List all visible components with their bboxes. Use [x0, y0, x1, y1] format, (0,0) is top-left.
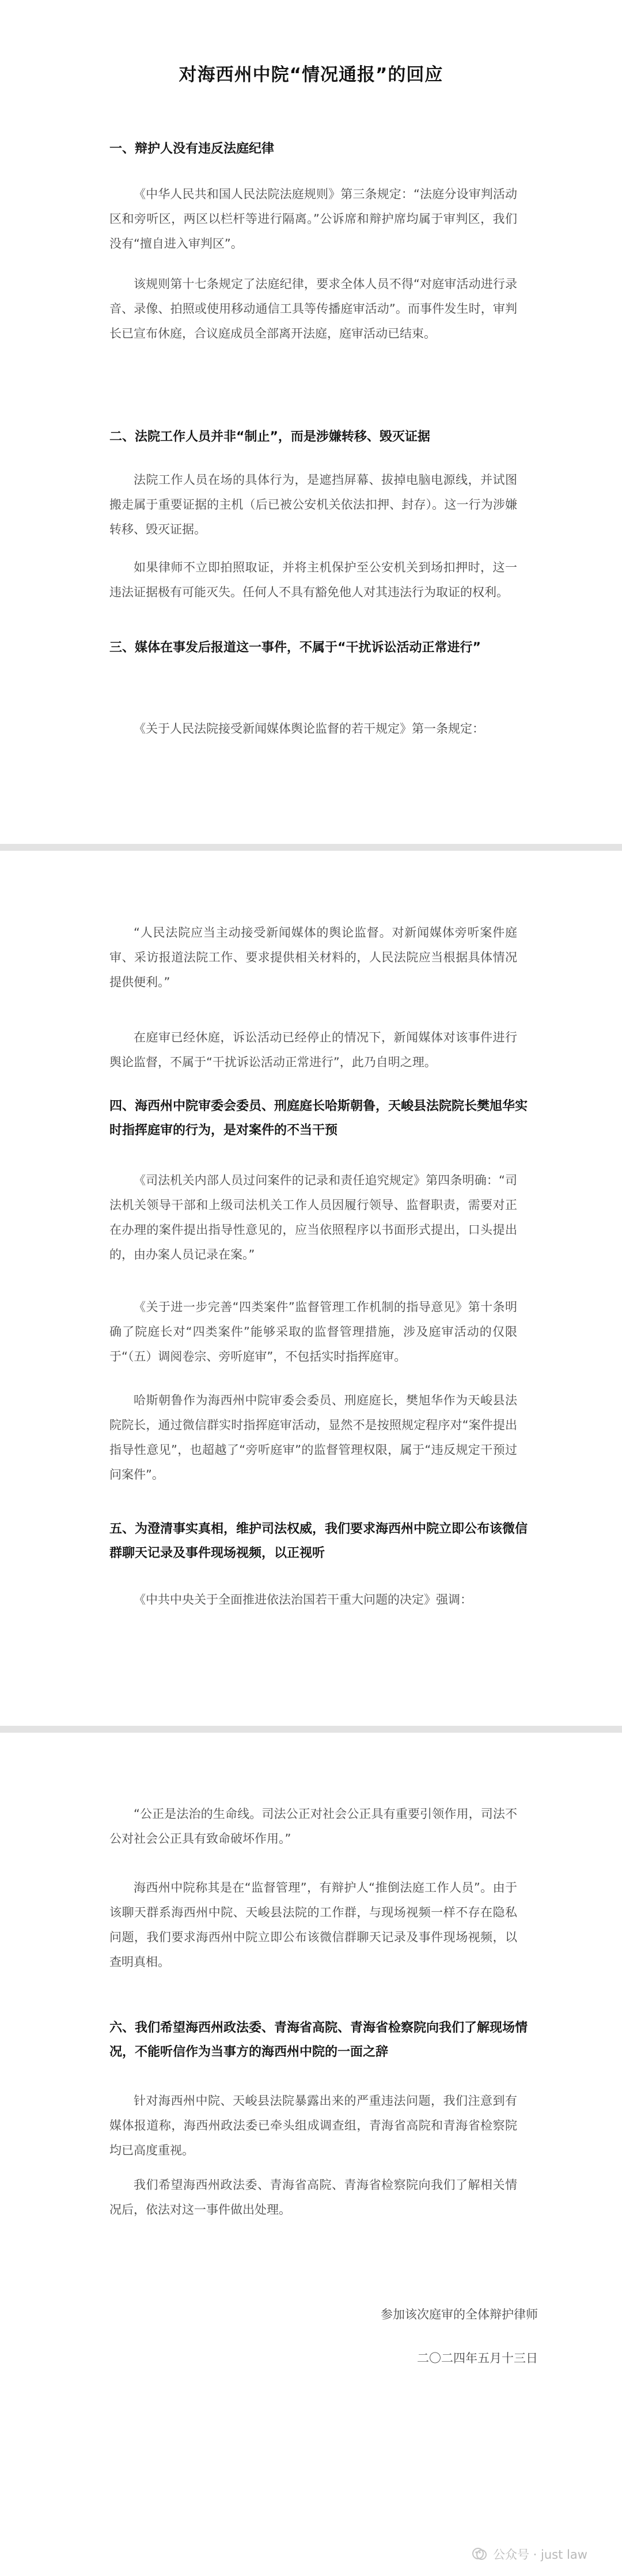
section-3-paragraph-2: “人民法院应当主动接受新闻媒体的舆论监督。对新闻媒体旁听案件庭审、采访报道法院工作、要求提供相关材料的，人民法院应当根据具体情况提供便利。”	[109, 926, 517, 989]
section-4-paragraph-3: 哈斯朝鲁作为海西州中院审委会委员、刑庭庭长，樊旭华作为天峻县法院院长，通过微信群实时指挥庭审活动，显然不是按照规定程序对“案件提出指导性意见”，也超越了“旁听庭审”的监督管理权限，属于“违反规定干预过问案件”。	[109, 1393, 517, 1482]
section-4-paragraph-1: 《司法机关内部人员过问案件的记录和责任追究规定》第四条明确：“司法机关领导干部和上级司法机关工作人员因履行领导、监督职责，需要对正在办理的案件提出指导性意见的，应当依照程序以书面形式提出，口头提出的，由办案人员记录在案。”	[109, 1173, 517, 1262]
section-2-paragraph-2: 如果律师不立即拍照取证，并将主机保护至公安机关到场扣押时，这一违法证据极有可能灭失。任何人不具有豁免他人对其违法行为取证的权利。	[109, 560, 517, 599]
section-6-paragraph-1: 针对海西州中院、天峻县法院暴露出来的严重违法问题，我们注意到有媒体报道称，海西州政法委已牵头组成调查组，青海省高院和青海省检察院均已高度重视。	[109, 2094, 517, 2157]
section-4-paragraph-2: 《关于进一步完善“四类案件”监督管理工作机制的指导意见》第十条明确了院庭长对“四类案件”能够采取的监督管理措施，涉及庭审活动的仅限于“（五）调阅卷宗、旁听庭审”，不包括实时指挥庭审。	[109, 1300, 517, 1363]
section-3-paragraph-3: 在庭审已经休庭，诉讼活动已经停止的情况下，新闻媒体对该事件进行舆论监督，不属于“干扰诉讼活动正常进行”，此乃自明之理。	[109, 1031, 517, 1069]
section-6-heading: 六、我们希望海西州政法委、青海省高院、青海省检察院向我们了解现场情况，不能听信作为当事方的海西州中院的一面之辞	[109, 2021, 528, 2059]
watermark	[471, 2545, 587, 2563]
section-5-paragraph-3: 海西州中院称其是在“监督管理”，有辩护人“推倒法庭工作人员”。由于该聊天群系海西州中院、天峻县法院的工作群，与现场视频一样不存在隐私问题，我们要求海西州中院立即公布该微信群聊天记录及事件现场视频，以查明真相。	[109, 1881, 517, 1969]
signature-signer: 参加该次庭审的全体辩护律师	[381, 2308, 538, 2321]
watermark-text: 公众号 · just law	[493, 2548, 587, 2562]
wechat-official-account-icon	[471, 2545, 488, 2563]
section-4-heading: 四、海西州中院审委会委员、刑庭庭长哈斯朝鲁，天峻县法院院长樊旭华实时指挥庭审的行为，是对案件的不当干预	[109, 1099, 528, 1138]
section-3-paragraph-1: 《关于人民法院接受新闻媒体舆论监督的若干规定》第一条规定：	[134, 722, 484, 736]
section-5-heading: 五、为澄清事实真相，维护司法权威，我们要求海西州中院立即公布该微信群聊天记录及事件现场视频，以正视听	[109, 1522, 528, 1560]
section-5-paragraph-1: 《中共中央关于全面推进依法治国若干重大问题的决定》强调：	[134, 1593, 472, 1607]
section-2-paragraph-1: 法院工作人员在场的具体行为，是遮挡屏幕、拔掉电脑电源线，并试图搬走属于重要证据的主机（后已被公安机关依法扣押、封存）。这一行为涉嫌转移、毁灭证据。	[109, 473, 517, 536]
page-separator	[0, 1726, 622, 1733]
section-5-paragraph-2: “公正是法治的生命线。司法公正对社会公正具有重要引领作用，司法不公对社会公正具有致命破坏作用。”	[109, 1807, 517, 1846]
section-3-heading: 三、媒体在事发后报道这一事件，不属于“干扰诉讼活动正常进行”	[109, 641, 481, 655]
section-1-paragraph-1: 《中华人民共和国人民法院法庭规则》第三条规定：“法庭分设审判活动区和旁听区，两区以栏杆等进行隔离。”公诉席和辩护席均属于审判区，我们没有“擅自进入审判区”。	[109, 187, 517, 251]
page-separator	[0, 844, 622, 851]
document-title: 对海西州中院“情况通报”的回应	[179, 65, 443, 85]
signature-date: 二〇二四年五月十三日	[417, 2351, 538, 2365]
section-2-heading: 二、法院工作人员并非“制止”，而是涉嫌转移、毁灭证据	[109, 430, 430, 444]
section-6-paragraph-2: 我们希望海西州政法委、青海省高院、青海省检察院向我们了解相关情况后，依法对这一事件做出处理。	[109, 2178, 517, 2217]
section-1-heading: 一、辩护人没有违反法庭纪律	[109, 142, 275, 156]
section-1-paragraph-2: 该规则第十七条规定了法庭纪律，要求全体人员不得“对庭审活动进行录音、录像、拍照或使用移动通信工具等传播庭审活动”。而事件发生时，审判长已宣布休庭，合议庭成员全部离开法庭，庭审活动已结束。	[109, 277, 517, 340]
